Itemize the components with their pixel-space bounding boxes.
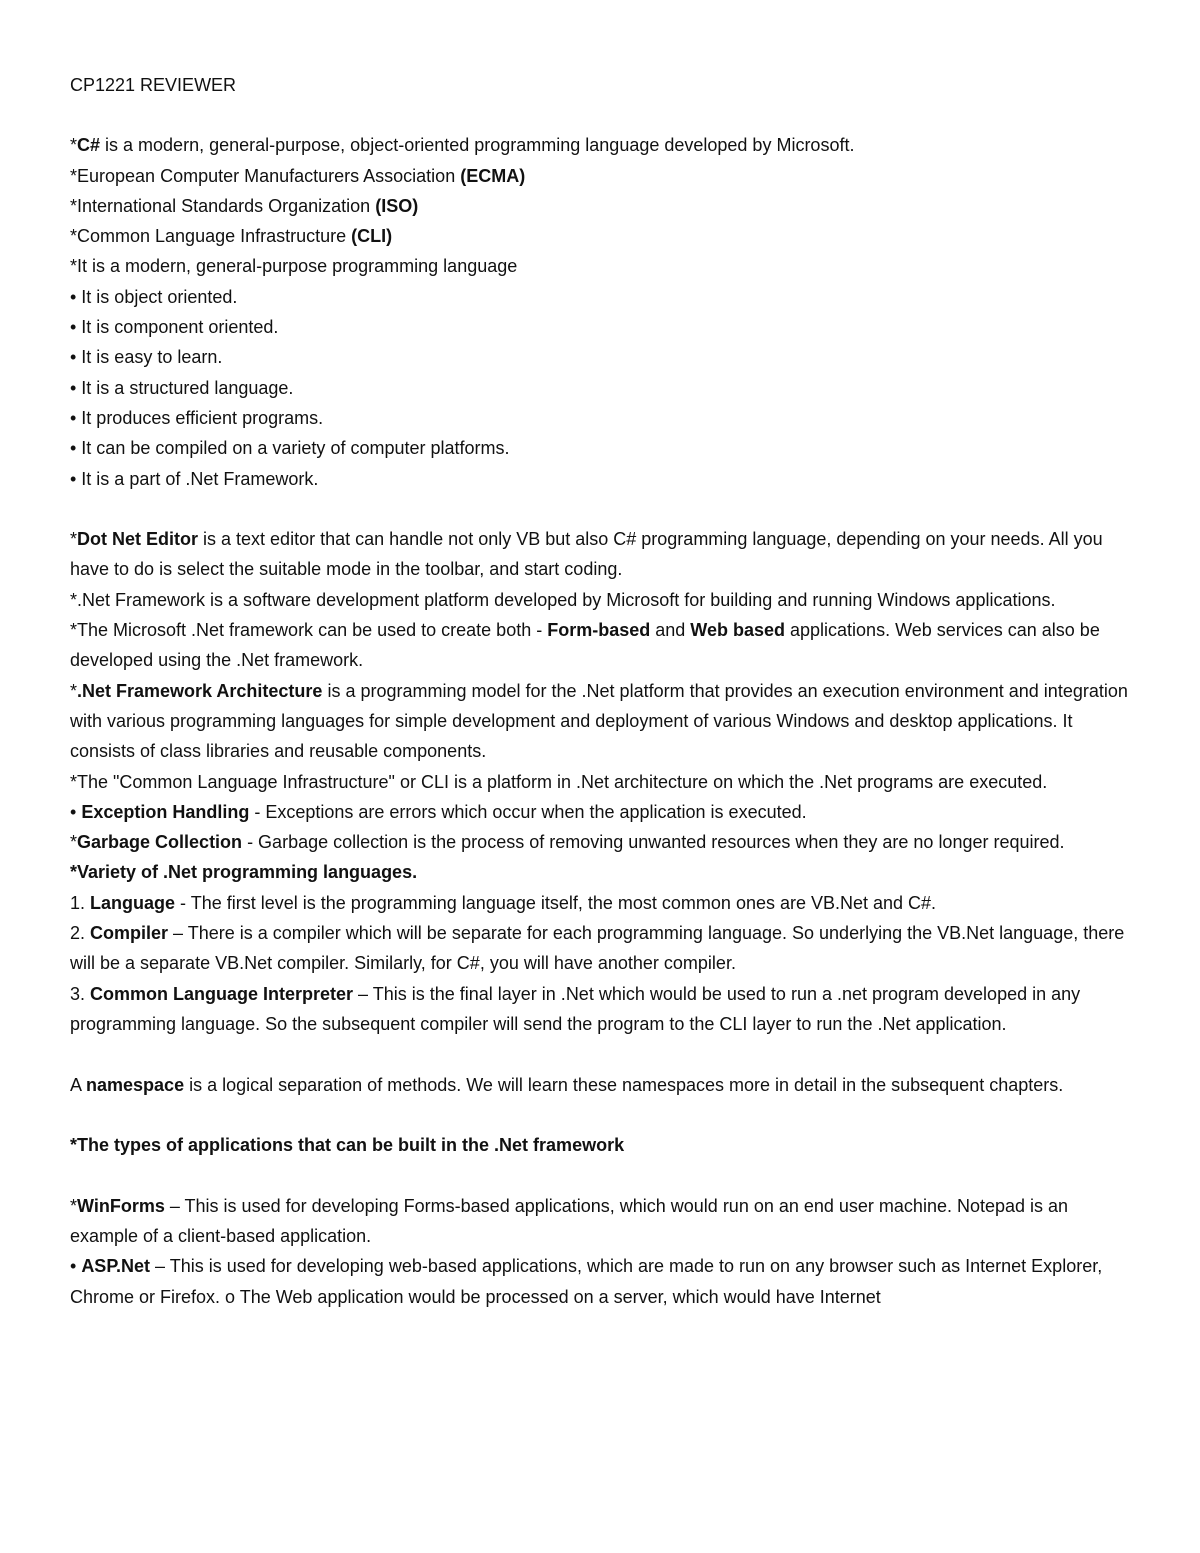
dotnet-editor-paragraph (70, 524, 1140, 585)
text-run: * (70, 529, 78, 550)
term-dotnet-editor: Dot Net Editor (77, 529, 199, 550)
spacer (70, 1100, 1140, 1130)
acronym-iso: (ISO) (375, 195, 419, 216)
spacer (70, 100, 1140, 130)
text-run: - Garbage collection is the process of removing unwanted resources when they are no longer required. (242, 832, 1065, 853)
term-garbage-collection: Garbage Collection (77, 832, 243, 853)
text-run: A (70, 1074, 87, 1095)
spacer (70, 1039, 1140, 1069)
bullet-item: • It can be compiled on a variety of computer platforms. (70, 438, 510, 459)
bullet-item: • It produces efficient programs. (70, 407, 324, 428)
acronym-ecma: (ECMA) (460, 165, 526, 186)
text-run: * (70, 1195, 78, 1216)
term-compiler: Compiler (90, 923, 169, 944)
text-run: *Common Language Infrastructure (70, 226, 352, 247)
text-run: – This is the final layer in .Net which would be used to run a .net program developed in any programming language. So the subsequent compiler will send the program to the CLI layer to run the .Net application. (70, 983, 1081, 1034)
text-run: *European Computer Manufacturers Association (70, 165, 461, 186)
level-item (70, 888, 1140, 918)
heading-text: *The types of applications that can be built in the .Net framework (70, 1135, 625, 1156)
text-run: and (650, 620, 691, 641)
text-run: * (70, 680, 78, 701)
bullet-item: • It is object oriented. (70, 286, 238, 307)
text-run: - The first level is the programming language itself, the most common ones are VB.Net and C#. (175, 892, 937, 913)
document-page (70, 70, 1140, 1312)
text-run: 1. (70, 892, 91, 913)
text-run: – There is a compiler which will be separate for each programming language. So underlying the VB.Net language, there will be a separate VB.Net compiler. Similarly, for C#, you will have another compiler. (70, 923, 1125, 974)
text-run: applications. Web services can also be developed using the .Net framework. (70, 620, 1100, 671)
ecma-line (70, 161, 1140, 191)
text-run: is a text editor that can handle not only VB but also C# programming language, depending on your needs. All you have to do is select the suitable mode in the toolbar, and start coding. (70, 529, 1103, 580)
text-run: is a modern, general-purpose, object-oriented programming language developed by Microsoft. (100, 135, 855, 156)
level-item (70, 918, 1140, 979)
modern-language-line: *It is a modern, general-purpose programming language (70, 256, 518, 277)
namespace-paragraph (70, 1070, 1140, 1100)
text-run: *International Standards Organization (70, 195, 376, 216)
text-run: 3. (70, 983, 91, 1004)
term-web-based: Web based (690, 620, 785, 641)
text-run: is a logical separation of methods. We will learn these namespaces more in detail in the subsequent chapters. (184, 1074, 1064, 1095)
text-run: * (70, 832, 78, 853)
text-run: • (70, 1256, 82, 1277)
text-run: - Exceptions are errors which occur when the application is executed. (249, 801, 807, 822)
bullet-item: • It is a structured language. (70, 377, 294, 398)
term-language: Language (90, 892, 176, 913)
architecture-paragraph (70, 676, 1140, 767)
bullet-item: • It is a part of .Net Framework. (70, 468, 319, 489)
iso-line (70, 191, 1140, 221)
text-run: 2. (70, 923, 91, 944)
term-namespace: namespace (86, 1074, 185, 1095)
aspnet-item (70, 1251, 1140, 1312)
spacer (70, 1160, 1140, 1190)
term-common-language-interpreter: Common Language Interpreter (90, 983, 354, 1004)
types-heading (70, 1130, 1140, 1160)
ms-framework-paragraph (70, 615, 1140, 676)
heading-text: *Variety of .Net programming languages. (70, 862, 418, 883)
csharp-definition (70, 130, 1140, 160)
text-run: is a programming model for the .Net platform that provides an execution environment and integration with various programming languages for simple development and deployment of various Windows and desktop applications. It consists of class libraries and reusable components. (70, 680, 1128, 762)
exception-handling-item (70, 797, 1140, 827)
level-item (70, 979, 1140, 1040)
bullet-item: • It is easy to learn. (70, 347, 223, 368)
term-exception-handling: Exception Handling (81, 801, 250, 822)
cli-acronym-line (70, 221, 1140, 251)
document-title: CP1221 REVIEWER (70, 75, 237, 95)
variety-heading (70, 857, 1140, 887)
text-run: – This is used for developing Forms-based applications, which would run on an end user machine. Notepad is an example of a client-based application. (70, 1195, 1069, 1246)
garbage-collection-item (70, 827, 1140, 857)
term-csharp: C# (77, 135, 101, 156)
spacer (70, 494, 1140, 524)
text-run: – This is used for developing web-based applications, which are made to run on any browser such as Internet Explorer, Chrome or Firefox. o The Web application would be processed on a server, which would have Internet (70, 1256, 1103, 1307)
bullet-item: • It is component oriented. (70, 317, 279, 338)
term-architecture: .Net Framework Architecture (77, 680, 323, 701)
term-aspnet: ASP.Net (81, 1256, 151, 1277)
term-form-based: Form-based (547, 620, 651, 641)
term-winforms: WinForms (77, 1195, 165, 1216)
winforms-item (70, 1191, 1140, 1252)
framework-paragraph: *.Net Framework is a software development platform developed by Microsoft for building and running Windows applications. (70, 589, 1056, 610)
text-run: * (70, 135, 78, 156)
cli-paragraph: *The "Common Language Infrastructure" or CLI is a platform in .Net architecture on which the .Net programs are executed. (70, 771, 1048, 792)
text-run: • (70, 801, 82, 822)
acronym-cli: (CLI) (351, 226, 393, 247)
text-run: *The Microsoft .Net framework can be used to create both - (70, 620, 548, 641)
